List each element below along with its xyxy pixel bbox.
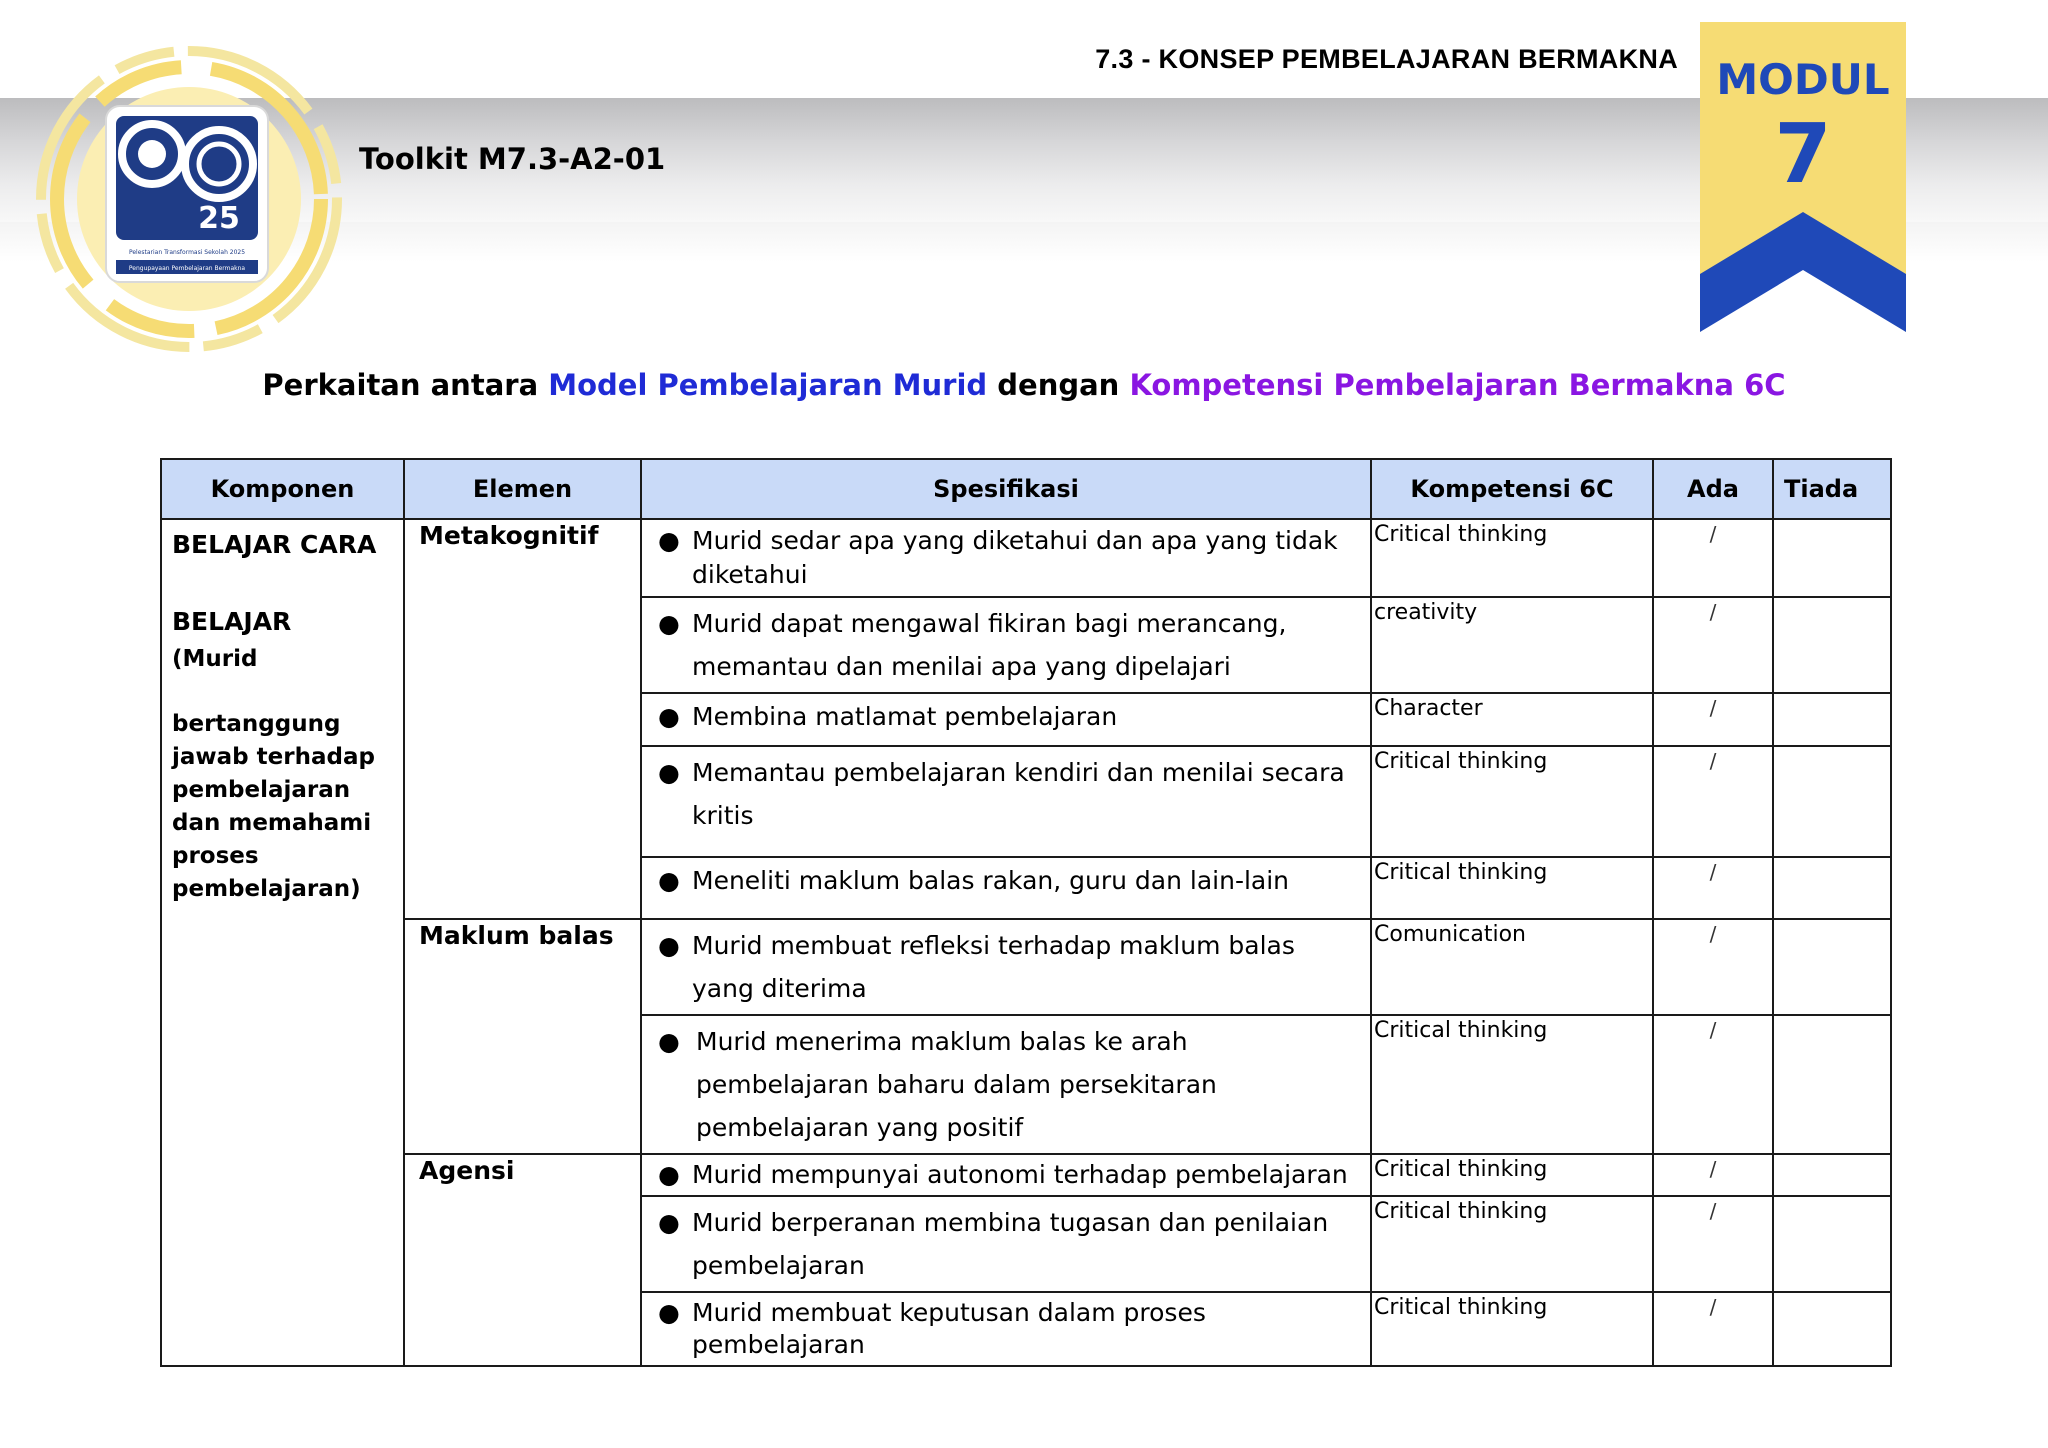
ada-mark: /	[1653, 857, 1773, 919]
ada-mark: /	[1653, 919, 1773, 1015]
col-kompetensi: Kompetensi 6C	[1371, 459, 1653, 519]
tiada-cell	[1773, 1154, 1891, 1196]
bullet-icon: ●	[658, 866, 680, 895]
ada-mark: /	[1653, 693, 1773, 746]
col-komponen: Komponen	[161, 459, 404, 519]
bullet-icon: ●	[658, 758, 680, 787]
spec-text: Memantau pembelajaran kendiri dan menilai secara kritis	[692, 758, 1345, 830]
badge-number: 7	[1774, 107, 1832, 202]
competency-cell: Critical thinking	[1371, 1154, 1653, 1196]
ada-mark: /	[1653, 1154, 1773, 1196]
modul-7-badge	[1700, 22, 1906, 338]
spec-text: Membina matlamat pembelajaran	[692, 702, 1118, 731]
tiada-cell	[1773, 857, 1891, 919]
heading-text-1: Perkaitan antara	[262, 368, 549, 402]
bullet-icon: ●	[658, 526, 680, 555]
logo-caption-2: Pengupayaan Pembelajaran Bermakna	[128, 265, 246, 272]
ada-mark: /	[1653, 519, 1773, 597]
logo-caption-1: Pelestarian Transformasi Sekolah 2025	[128, 249, 246, 256]
komponen-cell	[161, 519, 404, 1366]
heading-model: Model Pembelajaran Murid	[548, 368, 988, 402]
toolkit-id: Toolkit M7.3-A2-01	[359, 142, 666, 176]
spec-text: Murid menerima maklum balas ke arah pembelajaran baharu dalam persekitaran pembelajaran yang positif	[696, 1027, 1217, 1142]
ada-mark: /	[1653, 746, 1773, 857]
competency-cell: Critical thinking	[1371, 519, 1653, 597]
tiada-cell	[1773, 1292, 1891, 1366]
competency-cell: Character	[1371, 693, 1653, 746]
spec-text: Murid mempunyai autonomi terhadap pembelajaran	[692, 1160, 1348, 1189]
table-row	[161, 519, 1891, 597]
competency-cell: Critical thinking	[1371, 1015, 1653, 1154]
tiada-cell	[1773, 693, 1891, 746]
logo-number: 25	[198, 201, 240, 236]
spec-text: Murid sedar apa yang diketahui dan apa yang tidak diketahui	[692, 526, 1338, 589]
module-title: 7.3 - KONSEP PEMBELAJARAN BERMAKNA	[1095, 44, 1678, 74]
table-row	[161, 1154, 1891, 1196]
badge-label: MODUL	[1716, 55, 1890, 104]
col-spesifikasi: Spesifikasi	[641, 459, 1371, 519]
spec-text: Meneliti maklum balas rakan, guru dan lain-lain	[692, 866, 1290, 895]
tiada-cell	[1773, 597, 1891, 693]
bullet-icon: ●	[658, 1208, 680, 1237]
komponen-line-1: BELAJAR CARA	[172, 530, 377, 559]
element-agensi: Agensi	[404, 1154, 641, 1366]
page-heading	[0, 368, 2048, 402]
komponen-line-4: bertanggung jawab terhadap pembelajaran dan memahami proses pembelajaran)	[172, 711, 375, 902]
competency-table	[160, 458, 1892, 1367]
competency-cell: Critical thinking	[1371, 746, 1653, 857]
element-maklum-balas: Maklum balas	[404, 919, 641, 1154]
ada-mark: /	[1653, 1292, 1773, 1366]
tiada-cell	[1773, 746, 1891, 857]
tiada-cell	[1773, 1015, 1891, 1154]
ts25-logo-icon	[34, 44, 344, 354]
element-metakognitif: Metakognitif	[404, 519, 641, 919]
col-ada: Ada	[1653, 459, 1773, 519]
komponen-line-2: BELAJAR	[172, 607, 292, 636]
table-row	[161, 919, 1891, 1015]
heading-competency: Kompetensi Pembelajaran Bermakna 6C	[1129, 368, 1786, 402]
bullet-icon: ●	[658, 1160, 680, 1189]
table-header-row	[161, 459, 1891, 519]
col-elemen: Elemen	[404, 459, 641, 519]
competency-cell: Critical thinking	[1371, 1196, 1653, 1292]
spec-text: Murid dapat mengawal fikiran bagi merancang, memantau dan menilai apa yang dipelajari	[692, 609, 1287, 681]
bullet-icon: ●	[658, 931, 680, 960]
competency-cell: Critical thinking	[1371, 857, 1653, 919]
heading-text-2: dengan	[987, 368, 1130, 402]
tiada-cell	[1773, 919, 1891, 1015]
bullet-icon: ●	[658, 1027, 680, 1056]
tiada-cell	[1773, 1196, 1891, 1292]
spec-text: Murid berperanan membina tugasan dan penilaian pembelajaran	[692, 1208, 1329, 1280]
komponen-line-3: (Murid	[172, 646, 258, 672]
competency-cell: creativity	[1371, 597, 1653, 693]
ada-mark: /	[1653, 1196, 1773, 1292]
bullet-icon: ●	[658, 609, 680, 638]
bullet-icon: ●	[658, 1298, 680, 1327]
spec-text: Murid membuat keputusan dalam proses pembelajaran	[692, 1298, 1206, 1359]
col-tiada: Tiada	[1773, 459, 1891, 519]
spec-text: Murid membuat refleksi terhadap maklum balas yang diterima	[692, 931, 1295, 1003]
bullet-icon: ●	[658, 702, 680, 731]
competency-cell: Comunication	[1371, 919, 1653, 1015]
tiada-cell	[1773, 519, 1891, 597]
ada-mark: /	[1653, 1015, 1773, 1154]
ada-mark: /	[1653, 597, 1773, 693]
competency-cell: Critical thinking	[1371, 1292, 1653, 1366]
